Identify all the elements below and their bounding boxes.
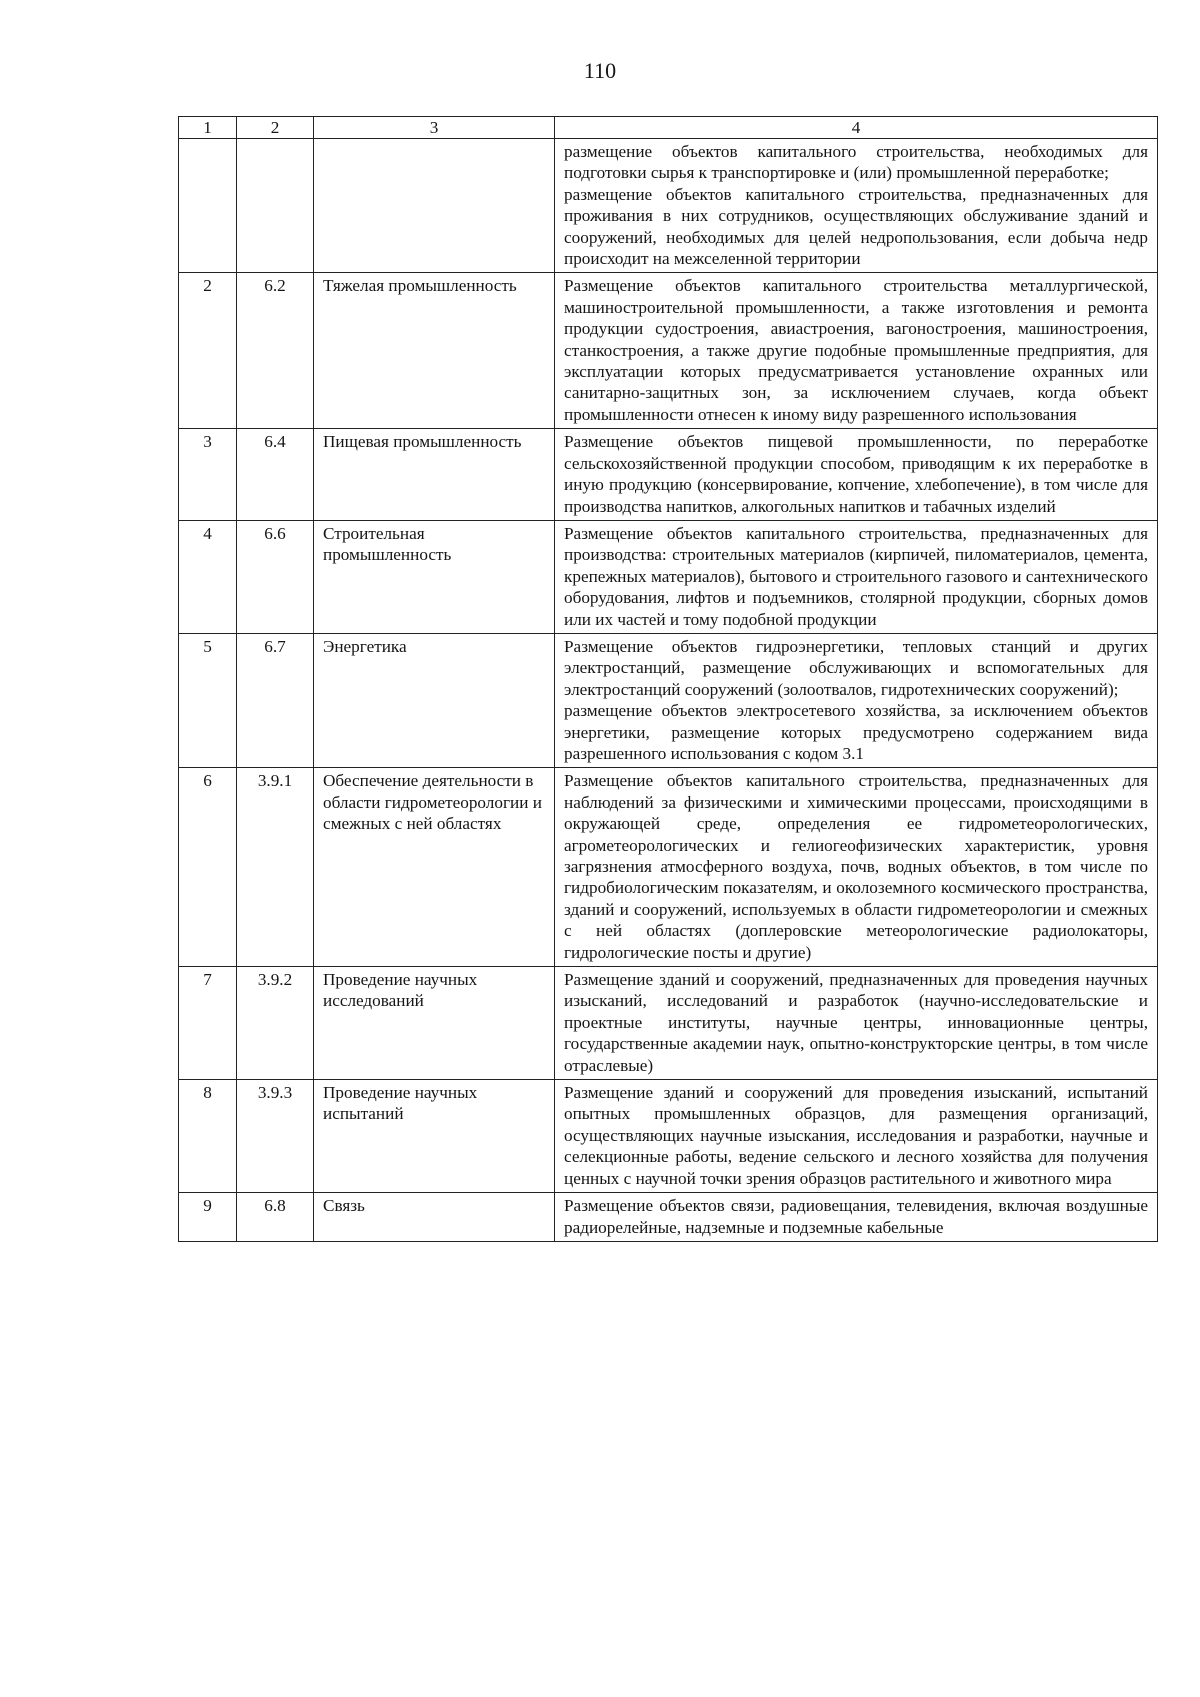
use-name: Проведение научных испытаний	[314, 1080, 555, 1193]
row-number: 2	[179, 273, 237, 429]
row-number: 6	[179, 768, 237, 967]
use-description	[555, 1193, 1158, 1242]
use-description	[555, 768, 1158, 967]
row-number	[179, 139, 237, 273]
row-number: 9	[179, 1193, 237, 1242]
use-description	[555, 139, 1158, 273]
table-row	[179, 520, 1158, 633]
table-row	[179, 139, 1158, 273]
use-name	[314, 139, 555, 273]
description-paragraph: Размещение объектов капитального строительства, предназначенных для производства: строительных материалов (кирпичей, пиломатериалов, цемента, крепежных материалов), бытового и строительного газового и сантехнического оборудования, лифтов и подъемников, столярной продукции, сборных домов или их частей и тому подобной продукции	[564, 523, 1148, 629]
row-number: 4	[179, 520, 237, 633]
table-row	[179, 1080, 1158, 1193]
row-number: 5	[179, 633, 237, 767]
table-row	[179, 429, 1158, 521]
header-col-2: 2	[237, 117, 314, 139]
page-number: 110	[583, 58, 617, 83]
description-paragraph: Размещение объектов связи, радиовещания, телевидения, включая воздушные радиорелейные, надземные и подземные кабельные	[564, 1196, 1148, 1237]
use-code: 6.7	[237, 633, 314, 767]
description-paragraph: размещение объектов капитального строительства, предназначенных для проживания в них сотрудников, осуществляющих обслуживание зданий и сооружений, необходимых для целей недропользования, если добыча недр происходит на межселенной территории	[564, 184, 1148, 269]
row-number: 7	[179, 967, 237, 1080]
use-description	[555, 1080, 1158, 1193]
table-row	[179, 273, 1158, 429]
header-col-3: 3	[314, 117, 555, 139]
use-description	[555, 429, 1158, 521]
use-name: Связь	[314, 1193, 555, 1242]
table-row	[179, 967, 1158, 1080]
use-description	[555, 273, 1158, 429]
table-row	[179, 633, 1158, 767]
use-code: 6.2	[237, 273, 314, 429]
use-name: Пищевая промышленность	[314, 429, 555, 521]
table-header-row	[179, 117, 1158, 139]
description-paragraph: размещение объектов капитального строительства, необходимых для подготовки сырья к транспортировке и (или) промышленной переработке;	[564, 142, 1148, 183]
use-code	[237, 139, 314, 273]
header-col-4: 4	[555, 117, 1158, 139]
use-name: Энергетика	[314, 633, 555, 767]
use-name: Проведение научных исследований	[314, 967, 555, 1080]
use-description	[555, 520, 1158, 633]
table-row	[179, 768, 1158, 967]
use-code: 6.8	[237, 1193, 314, 1242]
use-code: 3.9.1	[237, 768, 314, 967]
use-description	[555, 967, 1158, 1080]
description-paragraph: Размещение зданий и сооружений для проведения изысканий, испытаний опытных промышленных образцов, для размещения организаций, осуществляющих научные изыскания, исследования и разработки, научные и селекционные работы, ведение сельского и лесного хозяйства для получения ценных с научной точки зрения образцов растительного и животного мира	[564, 1083, 1148, 1188]
description-paragraph: размещение объектов электросетевого хозяйства, за исключением объектов энергетики, размещение которых предусмотрено содержанием вида разрешенного использования с кодом 3.1	[564, 701, 1148, 763]
use-code: 6.6	[237, 520, 314, 633]
row-number: 8	[179, 1080, 237, 1193]
use-name: Тяжелая промышленность	[314, 273, 555, 429]
land-use-table	[178, 116, 1158, 1242]
use-code: 6.4	[237, 429, 314, 521]
description-paragraph: Размещение объектов капитального строительства металлургической, машиностроительной промышленности, а также изготовления и ремонта продукции судостроения, авиастроения, вагоностроения, машиностроения, станкостроения, а также другие подобные промышленные предприятия, для эксплуатации которых предусматривается установление охранных или санитарно-защитных зон, за исключением случаев, когда объект промышленности отнесен к иному виду разрешенного использования	[564, 276, 1148, 424]
description-paragraph: Размещение зданий и сооружений, предназначенных для проведения научных изысканий, исследований и разработок (научно-исследовательские и проектные институты, научные центры, инновационные центры, государственные академии наук, опытно-конструкторские центры, в том числе отраслевые)	[564, 970, 1148, 1075]
table-row	[179, 1193, 1158, 1242]
header-col-1: 1	[179, 117, 237, 139]
row-number: 3	[179, 429, 237, 521]
use-code: 3.9.2	[237, 967, 314, 1080]
use-description	[555, 633, 1158, 767]
description-paragraph: Размещение объектов капитального строительства, предназначенных для наблюдений за физическими и химическими процессами, происходящими в окружающей среде, определения ее гидрометеорологических, агрометеорологических и гелиогеофизических характеристик, уровня загрязнения атмосферного воздуха, почв, водных объектов, в том числе по гидробиологическим показателям, и околоземного космического пространства, зданий и сооружений, используемых в области гидрометеорологии и смежных с ней областях (доплеровские метеорологические радиолокаторы, гидрологические посты и другие)	[564, 771, 1148, 962]
description-paragraph: Размещение объектов гидроэнергетики, тепловых станций и других электростанций, размещение обслуживающих и вспомогательных для электростанций сооружений (золоотвалов, гидротехнических сооружений);	[564, 636, 1148, 699]
description-paragraph: Размещение объектов пищевой промышленности, по переработке сельскохозяйственной продукции способом, приводящим к их переработке в иную продукцию (консервирование, копчение, хлебопечение), в том числе для производства напитков, алкогольных напитков и табачных изделий	[564, 432, 1148, 516]
use-name: Строительная промышленность	[314, 520, 555, 633]
use-name: Обеспечение деятельности в области гидрометеорологии и смежных с ней областях	[314, 768, 555, 967]
use-code: 3.9.3	[237, 1080, 314, 1193]
